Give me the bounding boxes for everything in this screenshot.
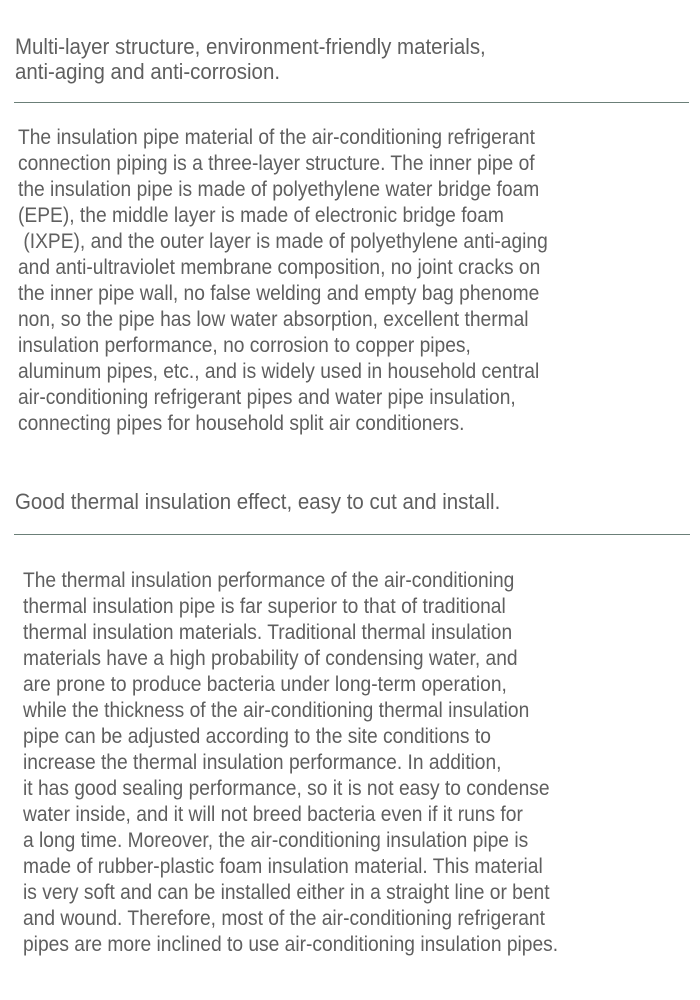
body-line: and wound. Therefore, most of the air-conditioning refrigerant <box>23 907 545 930</box>
body-line: (EPE), the middle layer is made of electronic bridge foam <box>18 204 504 227</box>
body-line: materials have a high probability of condensing water, and <box>23 647 518 670</box>
section2-divider <box>14 534 690 535</box>
heading-line: Good thermal insulation effect, easy to cut and install. <box>15 489 501 514</box>
body-line: pipe can be adjusted according to the site conditions to <box>23 725 491 748</box>
body-line: is very soft and can be installed either in a straight line or bent <box>23 881 550 904</box>
body-line: a long time. Moreover, the air-conditioning insulation pipe is <box>23 829 529 852</box>
body-line: while the thickness of the air-conditioning thermal insulation <box>23 699 530 722</box>
body-line: are prone to produce bacteria under long-term operation, <box>23 673 507 696</box>
body-line: connection piping is a three-layer structure. The inner pipe of <box>18 152 535 175</box>
body-line: connecting pipes for household split air conditioners. <box>18 412 465 435</box>
body-line: non, so the pipe has low water absorption, excellent thermal <box>18 308 529 331</box>
body-line: pipes are more inclined to use air-conditioning insulation pipes. <box>23 933 559 956</box>
body-line: water inside, and it will not breed bacteria even if it runs for <box>23 803 523 826</box>
body-line: aluminum pipes, etc., and is widely used in household central <box>18 360 540 383</box>
heading-line: Multi-layer structure, environment-friendly materials, <box>15 34 486 59</box>
body-line: and anti-ultraviolet membrane composition, no joint cracks on <box>18 256 541 279</box>
body-line: The insulation pipe material of the air-conditioning refrigerant <box>18 126 535 149</box>
body-line: the inner pipe wall, no false welding and empty bag phenome <box>18 282 540 305</box>
section1-divider <box>14 102 689 103</box>
body-line: the insulation pipe is made of polyethylene water bridge foam <box>18 178 540 201</box>
heading-line: anti-aging and anti-corrosion. <box>15 59 281 84</box>
body-line: increase the thermal insulation performance. In addition, <box>23 751 502 774</box>
body-line: insulation performance, no corrosion to copper pipes, <box>18 334 471 357</box>
body-line: thermal insulation pipe is far superior to that of traditional <box>23 595 506 618</box>
body-line: air-conditioning refrigerant pipes and water pipe insulation, <box>18 386 516 409</box>
body-line: thermal insulation materials. Traditional thermal insulation <box>23 621 513 644</box>
body-line: made of rubber-plastic foam insulation material. This material <box>23 855 543 878</box>
body-line: (IXPE), and the outer layer is made of polyethylene anti-aging <box>18 230 548 253</box>
body-line: it has good sealing performance, so it is not easy to condense <box>23 777 550 800</box>
body-line: The thermal insulation performance of the air-conditioning <box>23 569 515 592</box>
